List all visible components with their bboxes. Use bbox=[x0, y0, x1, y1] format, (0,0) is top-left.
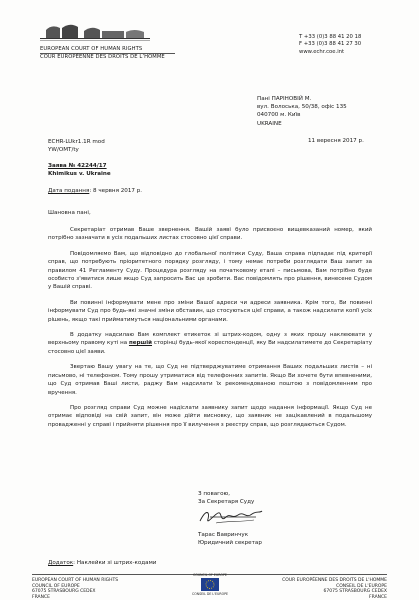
footer-right-1: COUR EUROPÉENNE DES DROITS DE L'HOMME bbox=[282, 578, 387, 583]
footer-left-1: EUROPEAN COURT OF HUMAN RIGHTS bbox=[32, 578, 119, 583]
paragraph-5: Звертаю Вашу увагу на те, що Суд не підтверджуватиме отримання Ваших подальших листів – ні письмово, ні телефоном. Тому прошу утриматися від телефонних запитів. Якщо Ви хочете бути впевненими, що Суд отримав Ваші листи, раджу Вам надсилати їх рекомендованою поштою з повідомленням про вручення. bbox=[48, 364, 372, 396]
lodged-label: Дата подання bbox=[48, 188, 90, 194]
application-number: Заява № 42244/17 bbox=[48, 163, 107, 169]
paragraph-4 bbox=[48, 331, 372, 356]
footer-left bbox=[32, 578, 118, 600]
signer-block bbox=[198, 531, 262, 548]
court-building-logo bbox=[40, 22, 150, 44]
letter-date: 11 вересня 2017 р. bbox=[308, 138, 364, 144]
paragraph-1: Секретаріат отримав Ваше звернення. Вашій заяві було присвоєно вищевказаний номер, який потрібно зазначати в усіх подальших листах стосовно цієї справи. bbox=[48, 227, 372, 242]
reference-code: ECHR-LUkr1.1R mod bbox=[48, 139, 105, 145]
footer-left-2: COUNCIL OF EUROPE bbox=[32, 583, 80, 589]
signer-title: Юридичний секретар bbox=[198, 540, 262, 547]
council-label-fr: CONSEIL DE L'EUROPE bbox=[191, 592, 229, 596]
enclosure bbox=[48, 560, 156, 566]
footer-right-3: 67075 STRASBOURG CEDEX bbox=[323, 589, 387, 595]
addressee-city: 040700 м. Київ bbox=[257, 112, 301, 119]
court-name-en: EUROPEAN COURT OF HUMAN RIGHTS bbox=[40, 46, 143, 52]
footer-left-3: 67075 STRASBOURG CEDEX bbox=[32, 589, 96, 595]
addressee-block bbox=[257, 95, 347, 128]
footer-left-4: FRANCE bbox=[32, 594, 50, 600]
signer-name: Тарас Вавринчук bbox=[198, 532, 249, 538]
court-name-header bbox=[40, 46, 175, 61]
footer-right-4: FRANCE bbox=[369, 594, 387, 600]
reference-block bbox=[48, 138, 105, 154]
paragraph-6: Про розгляд справи Суд можне надіслати заявнику запит щодо надання інформації. Якщо Суд не отримає відповіді на свій запит, він може дійти висновку, що заявник не зацікавлений в подальшому провадженні у справі і прийняти рішення про її вилучення з реєстру справ, що розглядаються Судом. bbox=[48, 404, 372, 428]
case-name: Khimikus v. Ukraine bbox=[48, 171, 111, 178]
closing-regards: З повагою, bbox=[198, 491, 231, 497]
addressee-country: UKRAINE bbox=[257, 120, 282, 127]
paragraph-4-start: В додатку надсилаю Вам комплект етикеток зі штрих-кодом, одну з яких прошу наклеювати у верхньому правому куті на bbox=[48, 332, 372, 347]
council-label-en: COUNCIL OF EUROPE bbox=[193, 573, 227, 577]
enclosure-label: Додаток bbox=[48, 560, 74, 566]
closing-registrar: За Секретаря Суду bbox=[198, 499, 255, 506]
paragraph-3: Ви повинні інформувати мене про зміни Вашої адреси чи адреси заявника. Крім того, Ви повинні інформувати Суд про будь-які значні зміни обставин, що стосуються цієї справи, а також надсилати копії усіх рішень, якщо такі прийматимуться національними органами. bbox=[48, 299, 372, 323]
paragraph-4-emphasis: першій bbox=[128, 340, 153, 347]
court-name-fr: COUR EUROPÉENNE DES DROITS DE L’HOMME bbox=[40, 54, 165, 60]
telephone: T +33 (0)3 88 41 20 18 bbox=[299, 34, 362, 40]
enclosure-value: : Наклейки зі штрих-кодами bbox=[73, 560, 157, 566]
footer-right-2: CONSEIL DE L'EUROPE bbox=[336, 583, 387, 589]
addressee-street: вул. Волоська, 50/38, офіс 135 bbox=[257, 104, 347, 111]
paragraph-4-end: сторінці будь-якої кореспонденції, яку Ви надсилатимете до Секретаріату стосовно цієї заяви. bbox=[48, 340, 372, 355]
case-block bbox=[48, 162, 111, 178]
addressee-name: Пані ПАРІНОВІЙ М. bbox=[257, 96, 312, 102]
website: www.echr.coe.int bbox=[299, 48, 345, 55]
lodged-value: : 8 червня 2017 р. bbox=[89, 188, 143, 194]
council-of-europe-logo bbox=[186, 573, 234, 596]
lodged-date bbox=[48, 188, 142, 194]
footer-right bbox=[282, 578, 387, 600]
letter-body bbox=[48, 226, 372, 436]
salutation: Шановна пані, bbox=[48, 210, 91, 216]
eu-flag-icon bbox=[201, 578, 219, 591]
handwritten-signature bbox=[196, 505, 266, 529]
reference-initials: YW/OMT/ty bbox=[48, 147, 79, 154]
contact-block bbox=[299, 34, 383, 56]
paragraph-2: Повідомляємо Вам, що відповідно до глобальної політики Суду, Ваша справа підпадає під критерії справ, що потребують пріоритетного порядку розгляду, і тому немає потреби розглядати Ваш запит за правилом 41 Регламенту Суду. Процедура розгляду на початковому етапі – письмова, Вам потрібно буде особисто з'явитися лише якщо Суд запросить Вас це зробити. Вас повідомлять про рішення, винесене Судом у Вашій справі. bbox=[48, 250, 372, 291]
fax: F +33 (0)3 88 41 27 30 bbox=[299, 41, 362, 48]
